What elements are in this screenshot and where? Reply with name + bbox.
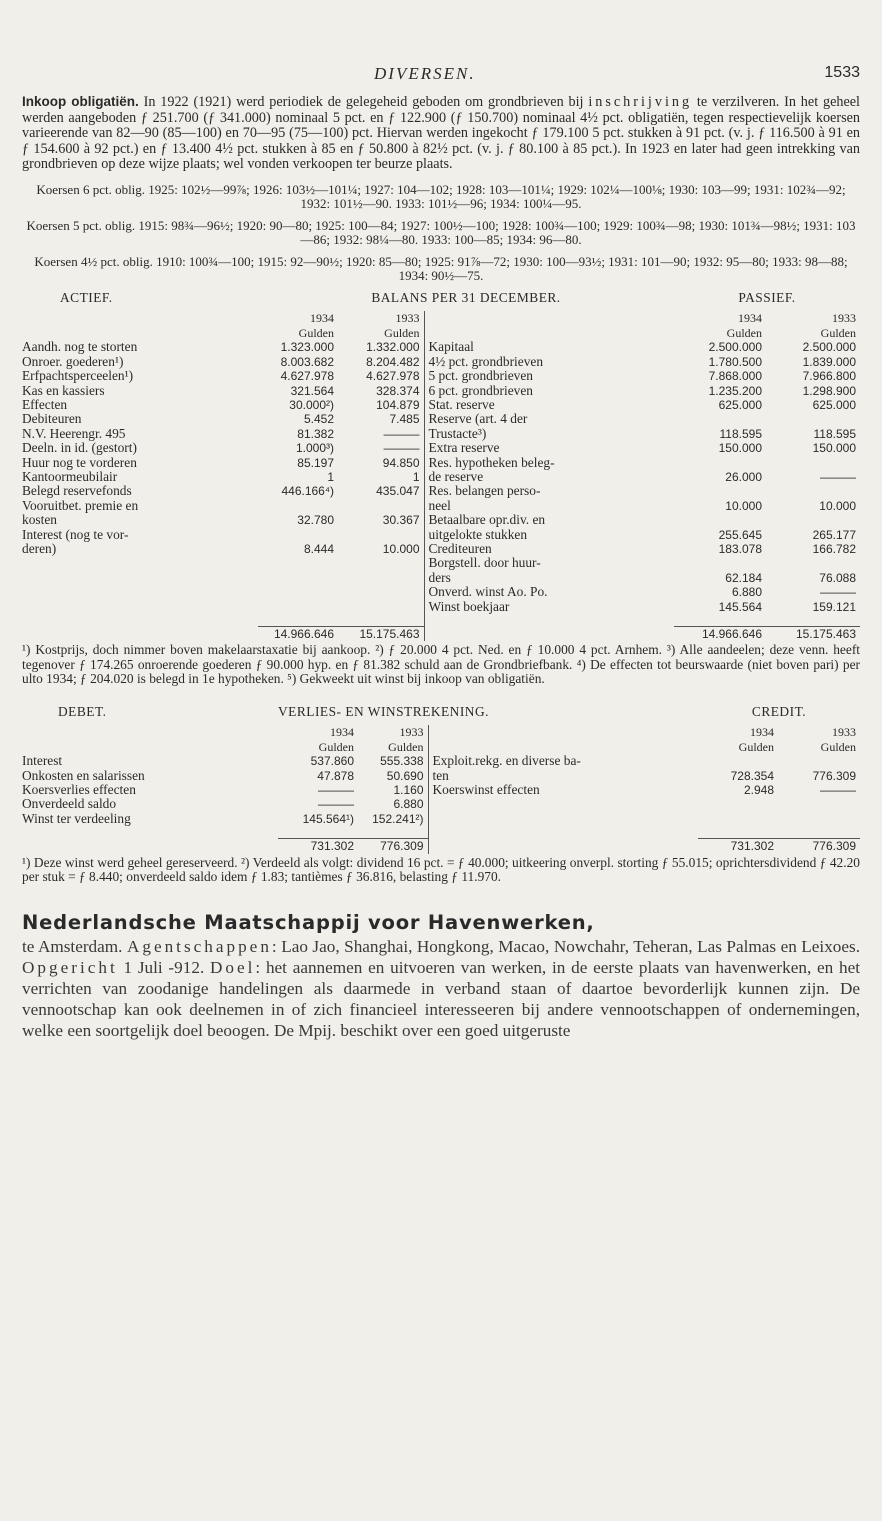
wv-cell-left-1933: 152.241²) bbox=[372, 811, 424, 826]
balans-cell-left-1933: 10.000 bbox=[382, 541, 420, 556]
balans-row bbox=[22, 355, 860, 369]
company-paragraph bbox=[22, 936, 860, 1042]
balans-row bbox=[22, 571, 860, 585]
wv-cell-right-1934: 728.354 bbox=[730, 768, 774, 783]
balans-cell-right-1934 bbox=[674, 513, 766, 527]
balans-cell-left-1933 bbox=[338, 499, 424, 513]
balans-cell-right-1933: 10.000 bbox=[819, 498, 856, 513]
balans-row bbox=[22, 441, 860, 455]
balans-cell-right-label: Reserve (art. 4 der bbox=[424, 412, 674, 426]
balans-cell-left-1934 bbox=[258, 499, 338, 513]
wv-unit-left-1: Gulden bbox=[318, 739, 354, 754]
balans-row bbox=[22, 427, 860, 441]
balans-cell-right-label: Kapitaal bbox=[424, 340, 674, 354]
balans-cell-left-1934 bbox=[258, 585, 338, 599]
wv-cell-left-1934: 537.860 bbox=[310, 754, 354, 769]
balans-cell-right-label: Winst boekjaar bbox=[424, 600, 674, 614]
page-number: 1533 bbox=[824, 64, 860, 81]
inkoop-spaced-word: inschrijving bbox=[588, 94, 693, 110]
wv-cell-left-1933: 555.338 bbox=[380, 754, 424, 769]
balans-cell-left-1933: 30.367 bbox=[382, 513, 420, 528]
koersen-block bbox=[22, 183, 860, 285]
balans-cell-right-1934 bbox=[674, 456, 766, 470]
balans-cell-left-1933: 328.374 bbox=[376, 383, 420, 398]
balans-cell-right-1934: 118.595 bbox=[719, 426, 762, 441]
balans-cell-right-label: 5 pct. grondbrieven bbox=[424, 369, 674, 383]
balans-row bbox=[22, 369, 860, 383]
balans-cell-left-label: Kas en kassiers bbox=[22, 383, 105, 398]
balans-cell-right-label: Borgstell. door huur- bbox=[424, 556, 674, 570]
balans-cell-right-label: Stat. reserve bbox=[424, 398, 674, 412]
balans-total-actief-1934: 14.966.646 bbox=[258, 627, 338, 642]
balans-row bbox=[22, 528, 860, 542]
balans-cell-right-1933 bbox=[766, 484, 860, 498]
wv-cell-left-1933: 1.160 bbox=[393, 782, 424, 797]
wv-cell-left-label: Winst ter verdeeling bbox=[22, 811, 131, 826]
section-title: DIVERSEN. bbox=[374, 64, 476, 83]
wv-debet-label: DEBET. bbox=[58, 704, 107, 719]
balans-cell-right-1934: 255.645 bbox=[718, 527, 762, 542]
doel-text: : het aannemen en uitvoeren van werken, in de eerste plaats van havenwerken, en het verrichten van zoodanige handelingen als daarmede in verband staan of daartoe bevorderlijk kunnen zijn. De vennootschap kan ook deelnemen in of zich financieel interesseeren bij andere vennootschappen of ondernemingen, welke een soortgelijk doel beoogen. De Mpij. beschikt over een goed uitgeruste bbox=[22, 957, 860, 1041]
balans-cell-left-1934: 81.382 bbox=[297, 426, 334, 441]
balans-cell-right-1933: 2.500.000 bbox=[802, 340, 856, 355]
balans-cell-left-1933 bbox=[338, 600, 424, 614]
wv-cell-right-1933 bbox=[778, 812, 860, 826]
wv-cell-left-1933: 50.690 bbox=[386, 768, 424, 783]
balans-unit-right-2: Gulden bbox=[820, 325, 856, 340]
balans-cell-right-1933: 625.000 bbox=[812, 397, 856, 412]
balans-passief-label: PASSIEF. bbox=[738, 291, 796, 306]
wv-cell-right-1934: 2.948 bbox=[743, 782, 774, 797]
wv-cell-right-1933 bbox=[778, 797, 860, 811]
balans-cell-right-1934: 1.780.500 bbox=[708, 354, 762, 369]
balans-cell-left-1934 bbox=[258, 528, 338, 542]
balans-year-1934-right: 1934 bbox=[738, 311, 762, 326]
balans-cell-right-label: Res. belangen perso- bbox=[424, 484, 674, 498]
balans-cell-left-label: Deeln. in id. (gestort) bbox=[22, 441, 137, 456]
wv-year-1934-left: 1934 bbox=[330, 725, 354, 740]
inkoop-text-pre: In 1922 (1921) werd periodiek de gelegeheid geboden om grondbrieven bij bbox=[138, 94, 589, 110]
opgericht-text: 1 Juli -912. bbox=[117, 957, 210, 977]
balans-cell-right-1934 bbox=[674, 556, 766, 570]
balans-cell-left-label: Kantoormeubilair bbox=[22, 469, 118, 484]
balans-cell-left-1934: 1.000³) bbox=[295, 441, 334, 456]
balans-total-actief-1933: 15.175.463 bbox=[338, 627, 424, 642]
company-heading: Nederlandsche Maatschappij voor Havenwerken, bbox=[22, 910, 595, 934]
wv-total-debet-1934: 731.302 bbox=[278, 839, 358, 854]
balans-cell-right-1934: 1.235.200 bbox=[708, 383, 762, 398]
wv-year-1934-right: 1934 bbox=[750, 725, 774, 740]
balans-row bbox=[22, 412, 860, 426]
balans-cell-right-label: neel bbox=[424, 499, 674, 513]
balans-cell-left-1933: 435.047 bbox=[376, 484, 420, 499]
balans-cell-left-label: Interest (nog te vor- bbox=[22, 527, 129, 542]
wv-total-debet-1933: 776.309 bbox=[358, 839, 428, 854]
balans-cell-left-label: Debiteuren bbox=[22, 412, 82, 427]
wv-cell-left-1934: ——— bbox=[318, 797, 354, 812]
balans-row bbox=[22, 456, 860, 470]
wv-cell-right-1934 bbox=[698, 812, 778, 826]
balans-cell-left-1934: 5.452 bbox=[303, 412, 334, 427]
balans-cell-left-label: kosten bbox=[22, 513, 57, 528]
wv-cell-right-1933: 776.309 bbox=[812, 768, 856, 783]
balans-cell-right-label: 6 pct. grondbrieven bbox=[424, 384, 674, 398]
balans-cell-left-label: Belegd reservefonds bbox=[22, 484, 132, 499]
wv-title: VERLIES- EN WINSTREKENING. bbox=[278, 704, 489, 719]
balans-cell-left-1933: 1.332.000 bbox=[366, 340, 420, 355]
balans-cell-left-label: deren) bbox=[22, 541, 57, 556]
balans-cell-right-label: de reserve bbox=[424, 470, 674, 484]
balans-cell-left-1933: ——— bbox=[383, 441, 420, 456]
wv-cell-left-1934: 145.564¹) bbox=[302, 811, 354, 826]
balans-cell-right-1933: 159.121 bbox=[812, 599, 856, 614]
wv-cell-right-1934 bbox=[698, 797, 778, 811]
balans-row bbox=[22, 499, 860, 513]
wv-cell-right-label: ten bbox=[428, 769, 698, 783]
balans-cell-left-label: Vooruitbet. premie en bbox=[22, 498, 139, 513]
inkoop-text-post: te verzilveren. In het geheel werden aangeboden ƒ 251.700 (ƒ 341.000) nominaal 5 pct. en ƒ 122.900 (ƒ 150.700) nominaal 4½ pct. obligatiën, tegen respectievelijk koersen varieerende van 82—90 (85—100) en 70—95 (75—100) pct. Hiervan werden ingekocht ƒ 179.100 5 pct. stukken à 91 pct. (v. j. ƒ 116.500 à 91 en ƒ 154.600 à 92 pct.) en ƒ 13.400 4½ pct. stukken à 85 en ƒ 50.800 à 82½ pct. (v. j. ƒ 80.100 à 85 pct.). In 1923 en later had geen intrekking van grondbrieven op deze wijze plaats; wel vonden verkoopen ter beurze plaats. bbox=[22, 94, 860, 172]
wv-cell-right-label: Exploit.rekg. en diverse ba- bbox=[428, 754, 698, 768]
balans-cell-right-1933: 7.966.800 bbox=[802, 369, 856, 384]
balans-cell-right-1934: 26.000 bbox=[725, 469, 762, 484]
company-location: te Amsterdam. bbox=[22, 936, 127, 956]
wv-row bbox=[22, 797, 860, 811]
balans-unit-left-2: Gulden bbox=[384, 325, 420, 340]
balans-cell-right-label: Betaalbare opr.div. en bbox=[424, 513, 674, 527]
balans-cell-right-1934: 6.880 bbox=[731, 585, 762, 600]
balans-footnotes: ¹) Kostprijs, doch nimmer boven makelaarstaxatie bij aankoop. ²) ƒ 20.000 4 pct. Ned. en ƒ 10.000 4 pct. Arnhem. ³) Alle aandeelen; deze venn. heeft tegenover ƒ 174.265 onroerende goederen ƒ 90.000 hyp. en ƒ 81.382 schuld aan de Grondbriefbank. ⁴) De effecten tot beurswaarde (niet boven pari) per ulto 1934; ƒ 204.020 is belegd in 1e hypotheken. ⁵) Gekweekt uit winst bij inkoop van obligatiën. bbox=[22, 642, 860, 687]
koersen-6pct: Koersen 6 pct. oblig. 1925: 102½—99⅞; 1926: 103½—101¼; 1927: 104—102; 1928: 103—101¼; 1929: 102¼—100⅛; 1930: 103—99; 1931: 102¾—92; 1932: 101½—90. 1933: 101½—96; 1934: 100¼—95. bbox=[36, 181, 846, 212]
balans-row bbox=[22, 600, 860, 614]
wv-cell-left-1934: ——— bbox=[318, 782, 354, 797]
wv-total-credit-1933: 776.309 bbox=[778, 839, 860, 854]
wv-cell-left-label: Onkosten en salarissen bbox=[22, 768, 145, 783]
balans-cell-right-1933 bbox=[766, 513, 860, 527]
balans-cell-right-label: Extra reserve bbox=[424, 441, 674, 455]
balans-cell-right-1934 bbox=[674, 412, 766, 426]
balans-cell-left-1934 bbox=[258, 556, 338, 570]
balans-row bbox=[22, 340, 860, 354]
balans-cell-right-1933: 265.177 bbox=[812, 527, 856, 542]
balans-cell-right-1933 bbox=[766, 412, 860, 426]
balans-cell-right-1934: 62.184 bbox=[725, 570, 762, 585]
balans-table bbox=[22, 291, 860, 641]
balans-cell-left-1933 bbox=[338, 585, 424, 599]
opgericht-label: Opgericht bbox=[22, 957, 118, 977]
wv-cell-left-label: Onverdeeld saldo bbox=[22, 797, 117, 812]
balans-cell-left-1933: 7.485 bbox=[389, 412, 420, 427]
wv-year-1933-left: 1933 bbox=[399, 725, 424, 740]
balans-row bbox=[22, 513, 860, 527]
balans-cell-left-1934 bbox=[258, 571, 338, 585]
balans-cell-right-label: Crediteuren bbox=[424, 542, 674, 556]
balans-cell-left-1933 bbox=[338, 571, 424, 585]
wv-cell-right-1933 bbox=[778, 754, 860, 768]
balans-cell-left-1933: 1 bbox=[412, 469, 420, 484]
balans-cell-left-label bbox=[22, 571, 258, 585]
wv-cell-left-label: Koersverlies effecten bbox=[22, 782, 136, 797]
wv-credit-label: CREDIT. bbox=[751, 704, 807, 719]
balans-cell-left-1933: 104.879 bbox=[376, 397, 420, 412]
balans-cell-right-1934: 183.078 bbox=[718, 541, 762, 556]
wv-cell-right-label: Koerswinst effecten bbox=[428, 783, 698, 797]
balans-cell-left-1934: 1 bbox=[327, 469, 334, 484]
balans-cell-left-1934: 8.444 bbox=[303, 541, 334, 556]
balans-cell-right-1934: 150.000 bbox=[718, 441, 762, 456]
balans-actief-label: ACTIEF. bbox=[60, 291, 113, 306]
balans-cell-right-label: ders bbox=[424, 571, 674, 585]
wv-year-1933-right: 1933 bbox=[832, 725, 856, 740]
koersen-5pct: Koersen 5 pct. oblig. 1915: 98¾—96½; 1920: 90—80; 1925: 100—84; 1927: 100½—100; 1928: 100¾—100; 1929: 100¾—98; 1930: 101¾—98½; 1931: 103—86; 1932: 98¼—80. 1933: 100—85; 1934: 96—80. bbox=[26, 217, 856, 248]
balans-cell-right-1933: 1.839.000 bbox=[802, 354, 856, 369]
balans-title: BALANS PER 31 DECEMBER. bbox=[371, 291, 561, 306]
balans-cell-right-1933: 150.000 bbox=[812, 441, 856, 456]
wv-unit-left-2: Gulden bbox=[388, 739, 424, 754]
balans-cell-right-1933: ——— bbox=[820, 585, 856, 600]
balans-cell-left-1934: 4.627.978 bbox=[280, 369, 334, 384]
balans-cell-left-1933 bbox=[338, 556, 424, 570]
wv-footnotes: ¹) Deze winst werd geheel gereserveerd. ²) Verdeeld als volgt: dividend 16 pct. = ƒ 40.000; uitkeering onverpl. storting ƒ 55.015; oprichtersdividend ƒ 42.20 per stuk = ƒ 8.440; onverdeeld saldo idem ƒ 1.83; tantièmes ƒ 36.816, belasting ƒ 11.970. bbox=[22, 854, 860, 885]
agentschappen-text: : Lao Jao, Shanghai, Hongkong, Macao, Nowchahr, Teheran, Las Palmas en Leixoes. bbox=[271, 936, 860, 956]
balans-row bbox=[22, 470, 860, 484]
balans-cell-right-1934: 2.500.000 bbox=[708, 340, 762, 355]
balans-cell-left-1933 bbox=[338, 528, 424, 542]
balans-cell-right-label: Onverd. winst Ao. Po. bbox=[424, 585, 674, 599]
wv-row bbox=[22, 812, 860, 826]
balans-cell-right-1933: 166.782 bbox=[812, 541, 856, 556]
balans-cell-right-1933: 118.595 bbox=[813, 426, 856, 441]
doel-label: Doel bbox=[210, 957, 256, 977]
balans-cell-left-1934: 30.000²) bbox=[289, 397, 334, 412]
balans-cell-right-label: 4½ pct. grondbrieven bbox=[424, 355, 674, 369]
balans-cell-left-1934: 32.780 bbox=[297, 513, 334, 528]
balans-cell-left-1934: 8.003.682 bbox=[280, 354, 334, 369]
balans-cell-left-1934 bbox=[258, 600, 338, 614]
balans-cell-right-1933: 1.298.900 bbox=[802, 383, 856, 398]
balans-total-passief-1934: 14.966.646 bbox=[674, 627, 766, 642]
koersen-4half-pct: Koersen 4½ pct. oblig. 1910: 100¾—100; 1915: 92—90½; 1920: 85—80; 1925: 91⅞—72; 1930: 100—93½; 1931: 101—90; 1932: 95—80; 1933: 98—88; 1934: 90½—75. bbox=[34, 253, 848, 284]
balans-cell-left-label bbox=[22, 556, 258, 570]
wv-row bbox=[22, 783, 860, 797]
balans-cell-right-1934: 145.564 bbox=[718, 599, 762, 614]
balans-row bbox=[22, 398, 860, 412]
balans-cell-left-1934: 321.564 bbox=[290, 383, 334, 398]
balans-cell-right-label: uitgelokte stukken bbox=[424, 528, 674, 542]
agentschappen-label: Agentschappen bbox=[126, 936, 272, 956]
balans-cell-right-1933 bbox=[766, 556, 860, 570]
balans-cell-left-1933: 4.627.978 bbox=[366, 369, 420, 384]
wv-unit-right-2: Gulden bbox=[820, 739, 856, 754]
wv-cell-right-label bbox=[428, 812, 698, 826]
balans-cell-right-1933: 76.088 bbox=[819, 570, 856, 585]
balans-cell-left-1934: 1.323.000 bbox=[280, 340, 334, 355]
balans-cell-left-label bbox=[22, 585, 258, 599]
balans-year-1933-right: 1933 bbox=[832, 311, 856, 326]
wv-cell-left-1934: 47.878 bbox=[317, 768, 354, 783]
balans-year-1934-left: 1934 bbox=[310, 311, 334, 326]
wv-row bbox=[22, 769, 860, 783]
balans-cell-left-1934: 85.197 bbox=[297, 455, 334, 470]
balans-cell-left-label: Effecten bbox=[22, 397, 68, 412]
balans-cell-left-label bbox=[22, 600, 258, 614]
balans-cell-left-label: N.V. Heerengr. 495 bbox=[22, 426, 126, 441]
balans-cell-left-label: Onroer. goederen¹) bbox=[22, 354, 124, 369]
balans-year-1933-left: 1933 bbox=[395, 311, 420, 326]
balans-unit-right-1: Gulden bbox=[726, 325, 762, 340]
balans-cell-right-1933: ——— bbox=[820, 469, 856, 484]
balans-unit-left-1: Gulden bbox=[298, 325, 334, 340]
wv-cell-left-1933: 6.880 bbox=[393, 797, 424, 812]
balans-row bbox=[22, 384, 860, 398]
wv-cell-right-1933: ——— bbox=[820, 782, 856, 797]
balans-cell-left-label: Huur nog te vorderen bbox=[22, 455, 137, 470]
balans-cell-left-1934: 446.166⁴) bbox=[281, 484, 334, 499]
balans-total-passief-1933: 15.175.463 bbox=[766, 627, 860, 642]
wv-cell-left-label: Interest bbox=[22, 754, 63, 769]
wv-total-credit-1934: 731.302 bbox=[698, 839, 778, 854]
balans-cell-right-label: Res. hypotheken beleg- bbox=[424, 456, 674, 470]
wv-cell-right-label bbox=[428, 797, 698, 811]
balans-row bbox=[22, 585, 860, 599]
wv-table bbox=[22, 705, 860, 854]
balans-cell-left-label: Aandh. nog te storten bbox=[22, 340, 138, 355]
running-head bbox=[22, 58, 860, 94]
inkoop-paragraph bbox=[22, 94, 860, 173]
balans-cell-right-1934: 7.868.000 bbox=[708, 369, 762, 384]
page bbox=[22, 58, 860, 1042]
balans-row bbox=[22, 542, 860, 556]
balans-row bbox=[22, 556, 860, 570]
balans-row bbox=[22, 484, 860, 498]
balans-cell-left-label: Erfpachtsperceelen¹) bbox=[22, 369, 134, 384]
balans-cell-right-1934 bbox=[674, 484, 766, 498]
wv-cell-right-1934 bbox=[698, 754, 778, 768]
wv-unit-right-1: Gulden bbox=[738, 739, 774, 754]
wv-row bbox=[22, 754, 860, 768]
balans-cell-right-1934: 10.000 bbox=[725, 498, 762, 513]
balans-cell-left-1933: 94.850 bbox=[382, 455, 420, 470]
inkoop-heading: Inkoop obligatiën. bbox=[22, 94, 139, 109]
balans-cell-left-1933: 8.204.482 bbox=[366, 354, 420, 369]
balans-cell-left-1933: ——— bbox=[383, 426, 420, 441]
balans-cell-right-1934: 625.000 bbox=[718, 397, 762, 412]
balans-cell-right-1933 bbox=[766, 456, 860, 470]
balans-cell-right-label: Trustacte³) bbox=[424, 427, 674, 441]
